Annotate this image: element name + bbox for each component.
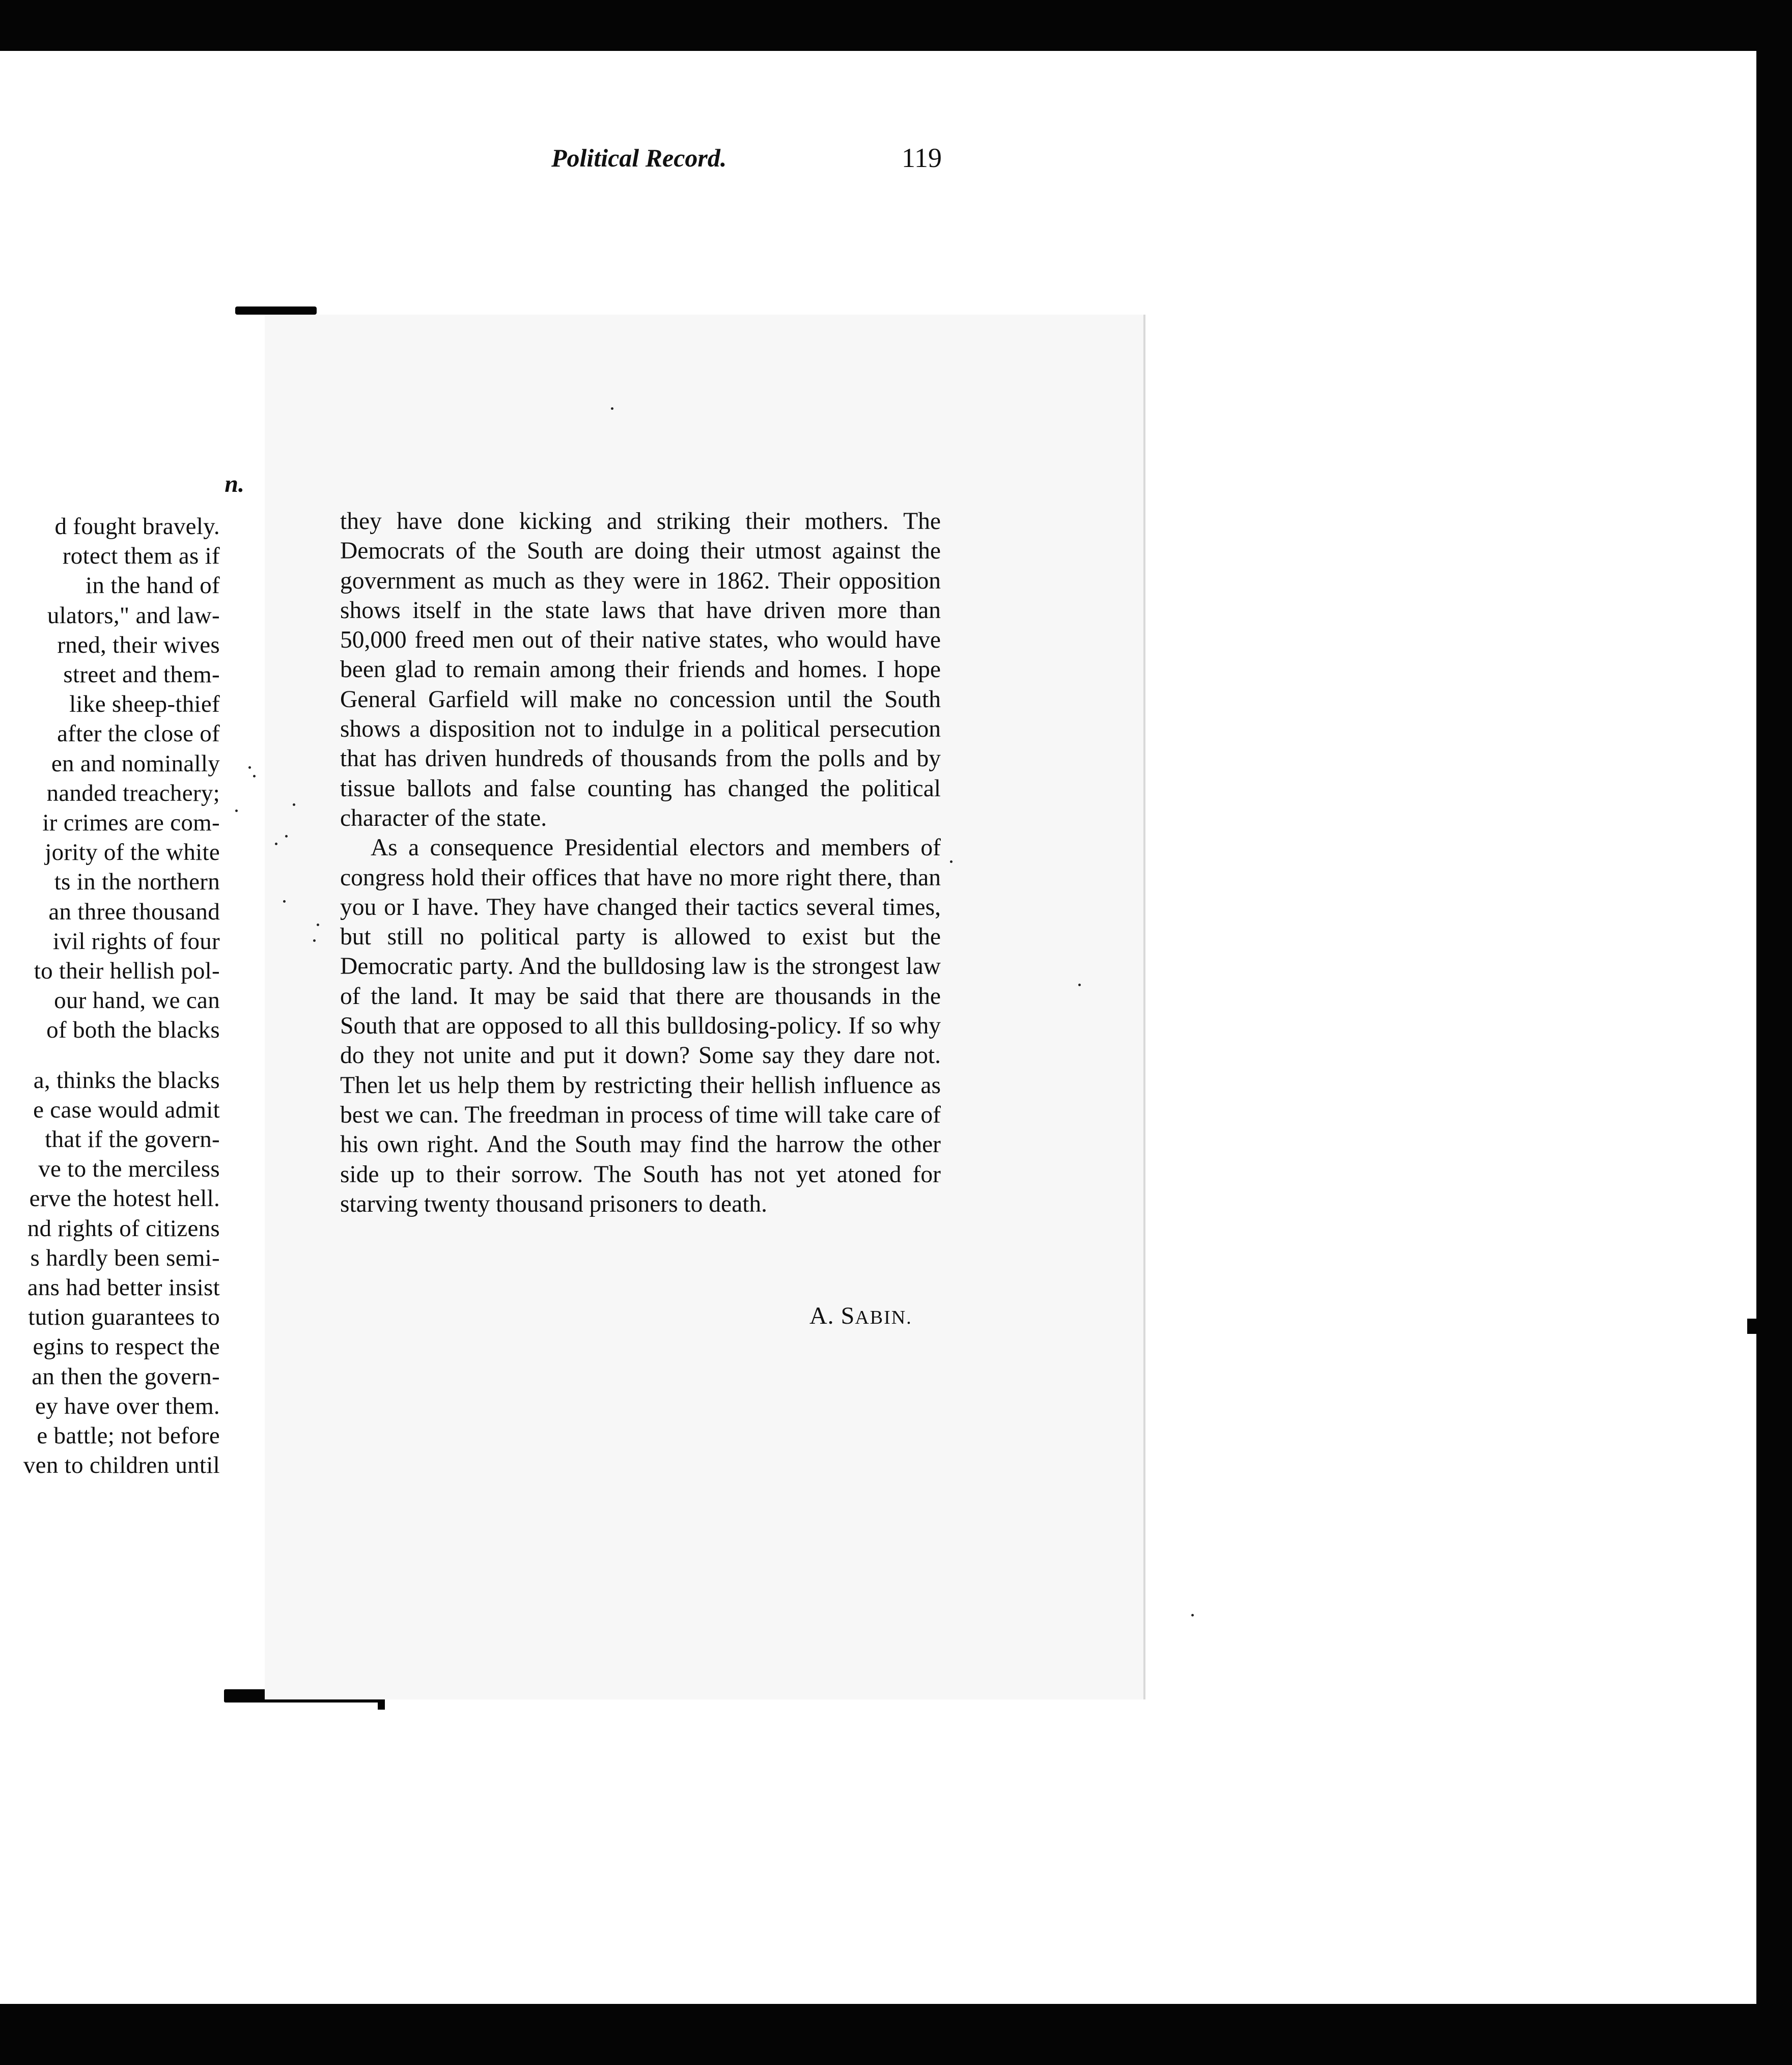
paragraph-gap [23, 1045, 220, 1066]
left-page-line: ven to children until [23, 1452, 220, 1479]
left-page-line: nanded treachery; [46, 779, 220, 806]
left-page-line: in the hand of [86, 572, 220, 599]
left-page-line: an then the govern- [32, 1363, 220, 1390]
left-page-line: tution guarantees to [28, 1304, 220, 1331]
left-page-text [23, 512, 220, 1481]
page-number: 119 [902, 143, 942, 173]
left-page-line: e battle; not before [37, 1422, 220, 1449]
left-page-line: erve the hotest hell. [29, 1185, 220, 1212]
left-page-line: ve to the merciless [38, 1156, 220, 1183]
signature-initial: A. S [809, 1302, 855, 1329]
article-body [340, 507, 941, 1219]
scan-border-bottom [0, 2004, 1792, 2065]
left-page-line: ulators," and law- [47, 602, 220, 629]
left-page-line: en and nominally [51, 750, 220, 777]
left-page-line: egins to respect the [33, 1333, 220, 1360]
left-page-line: that if the govern- [45, 1126, 220, 1153]
left-page-line: to their hellish pol- [34, 958, 220, 985]
paragraph-2: As a consequence Presidential electors and members of congress hold their offices that have no more right there, than you or I have. They have changed their tactics several times, but still no political party is allowed to exist but the Democratic party. And the bulldosing law is the strongest law of the land. It may be said that there are thousands in the South that are opposed to all this bulldosing-policy. If so why do they not unite and put it down? Some say they dare not. Then let us help them by restricting their hellish influence as best we can. The freedman in process of time will take care of his own right. And the South may find the harrow the other side up to their sorrow. The South has not yet atoned for starving twenty thousand prisoners to death. [340, 834, 941, 1217]
left-page [0, 312, 265, 1712]
left-page-line: a, thinks the blacks [33, 1067, 220, 1094]
left-page-line: rned, their wives [57, 631, 220, 658]
scan-border-right [1756, 0, 1792, 2065]
left-page-line: an three thousand [48, 898, 220, 925]
left-page-line: ey have over them. [35, 1392, 220, 1419]
left-page-line: ans had better insist [27, 1274, 220, 1301]
left-page-line: like sheep-thief [69, 691, 220, 718]
signature-surname: ABIN. [855, 1307, 912, 1328]
scan-border-notch [1747, 1319, 1756, 1334]
left-page-line: rotect them as if [62, 543, 220, 570]
left-page-line: after the close of [57, 720, 220, 747]
left-page-line: ir crimes are com- [42, 810, 220, 836]
left-page-line: ts in the northern [54, 869, 220, 896]
left-page-line: our hand, we can [54, 987, 220, 1014]
page-header [285, 140, 942, 176]
left-page-line: ivil rights of four [52, 928, 220, 955]
left-page-line: s hardly been semi- [30, 1244, 220, 1271]
left-page-line: nd rights of citizens [27, 1215, 220, 1242]
left-page-line: of both the blacks [46, 1017, 220, 1044]
scan-border-top [0, 0, 1792, 51]
left-page-line: d fought bravely. [54, 513, 220, 540]
author-signature [809, 1301, 912, 1333]
running-title: Political Record. [551, 144, 727, 172]
left-page-header: n. [225, 470, 244, 497]
left-page-line: jority of the white [45, 839, 220, 866]
left-page-line: e case would admit [33, 1096, 220, 1123]
paragraph-1: they have done kicking and striking their mothers. The Democrats of the South are doing their utmost against the government as much as they were in 1862. Their opposition shows itself in the state laws that have driven more than 50,000 freed men out of their native states, who would have been glad to remain among their friends and homes. I hope General Garfield will make no concession until the South shows a disposition not to indulge in a political persecution that has driven hundreds of thousands from the polls and by tissue ballots and false counting has changed the political character of the state. [340, 508, 941, 831]
left-page-line: street and them- [63, 661, 220, 688]
